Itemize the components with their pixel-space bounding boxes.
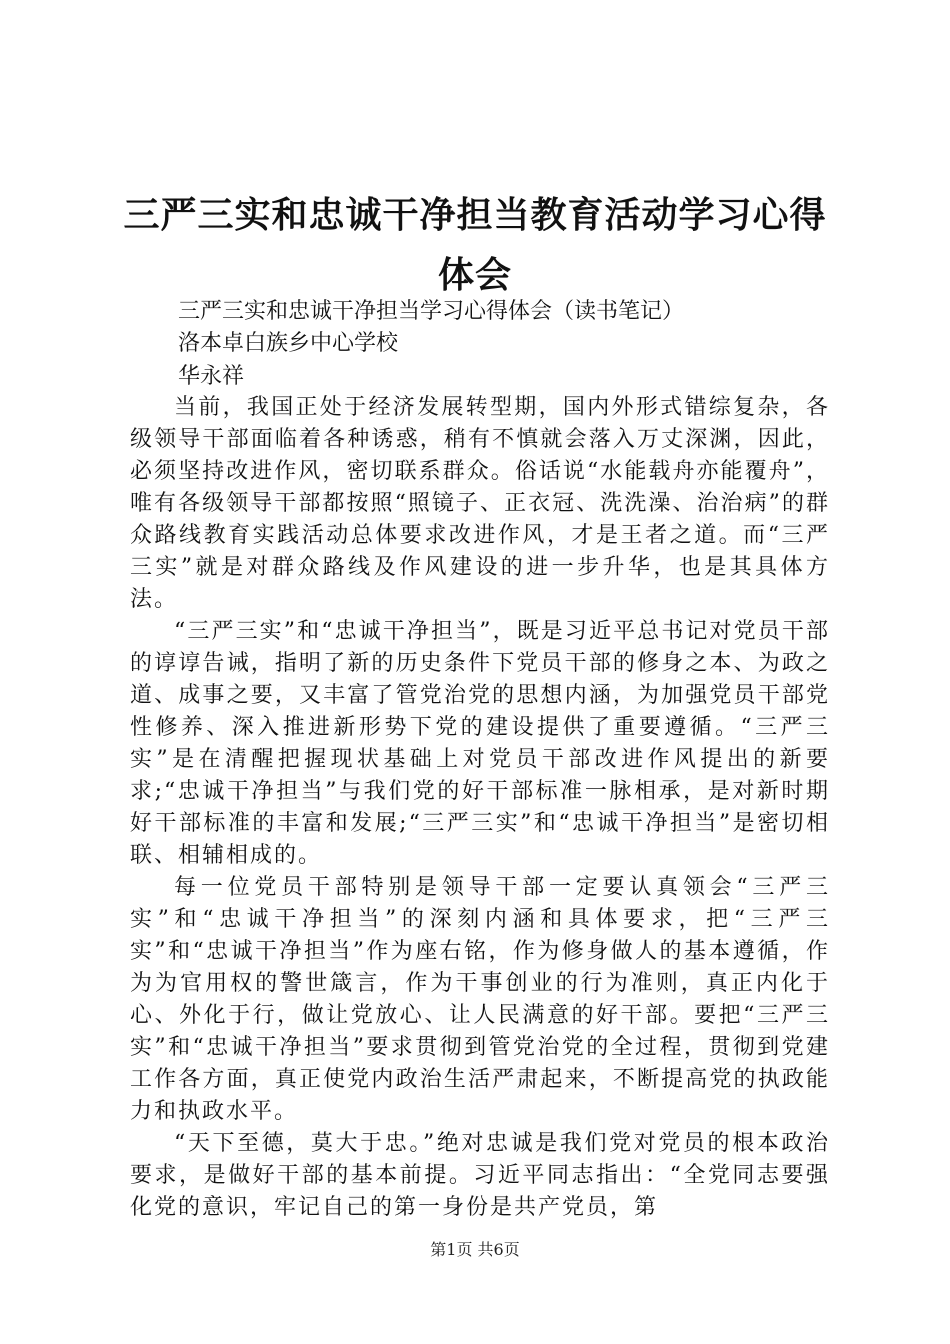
page-number-footer: 第1页 共6页 [430,1240,520,1259]
document-title: 三严三实和忠诚干净担当教育活动学习心得体会 [123,194,827,296]
body-paragraph: 当前，我国正处于经济发展转型期，国内外形式错综复杂，各级领导干部面临着各种诱惑，稍有不慎就会落入万丈深渊，因此，必须坚持改进作风，密切联系群众。俗话说“水能载舟亦能覆舟”，唯有各级领导干部都按照“照镜子、正衣冠、洗洗澡、治治病”的群众路线教育实践活动总体要求改进作风，才是王者之道。而“三严三实”就是对群众路线及作风建设的进一步升华，也是其具体方法。 [130,395,830,612]
body-paragraph: “天下至德，莫大于忠。”绝对忠诚是我们党对党员的根本政治要求，是做好干部的基本前提。习近平同志指出：“全党同志要强化党的意识，牢记自己的第一身份是共产党员，第 [130,1131,830,1220]
body-paragraph: “三严三实”和“忠诚干净担当”，既是习近平总书记对党员干部的谆谆告诫，指明了新的历史条件下党员干部的修身之本、为政之道、成事之要，又丰富了管党治党的思想内涵，为加强党员干部党性修养、深入推进新形势下党的建设提供了重要遵循。“三严三实”是在清醒把握现状基础上对党员干部改进作风提出的新要求;“忠诚干净担当”与我们党的好干部标准一脉相承，是对新时期好干部标准的丰富和发展;“三严三实”和“忠诚干净担当”是密切相联、相辅相成的。 [130,619,830,868]
author-name: 华永祥 [178,364,245,389]
body-paragraph: 每一位党员干部特别是领导干部一定要认真领会“三严三实”和“忠诚干净担当”的深刻内涵和具体要求，把“三严三实”和“忠诚干净担当”作为座右铭，作为修身做人的基本遵循，作为为官用权的警世箴言，作为干事创业的行为准则，真正内化于心、外化于行，做让党放心、让人民满意的好干部。要把“三严三实”和“忠诚干净担当”要求贯彻到管党治党的全过程，贯彻到党建工作各方面，真正使党内政治生活严肃起来，不断提高党的执政能力和执政水平。 [130,875,830,1124]
school-name: 洛本卓白族乡中心学校 [178,331,399,356]
document-subtitle: 三严三实和忠诚干净担当学习心得体会（读书笔记） [178,299,685,324]
document-body [130,392,830,1224]
